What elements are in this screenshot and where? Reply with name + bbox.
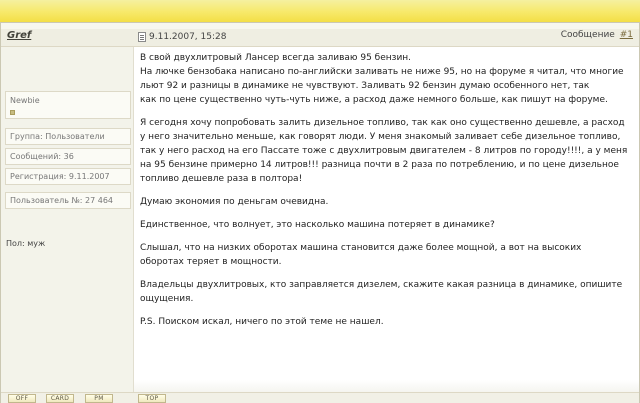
post-footer: [1, 392, 639, 403]
post-line: Думаю экономия по деньгам очевидна.: [140, 197, 329, 207]
post-line: P.S. Поиском искал, ничего по этой теме не нашел.: [140, 317, 384, 327]
post-line: льют 92 и разницы в динамике не чувствуют. Заливать 92 бензин думаю особенного нет, так: [140, 81, 590, 91]
post-line: топливо дешевле раза в полтора!: [140, 174, 303, 184]
profile-messages: Сообщений: 36: [10, 152, 74, 161]
profile-gender: Пол: муж: [6, 239, 46, 248]
message-label: Сообщение: [560, 30, 615, 40]
document-icon: [138, 32, 146, 42]
profile-group: Группа: Пользователи: [10, 132, 105, 141]
top-button[interactable]: TOP: [138, 394, 166, 403]
top-yellow-bar: [0, 0, 640, 23]
paragraph-gap: [140, 306, 629, 315]
post-line: на 95 бензине примерно 14 литров!!! разница почти в 2 раза по потреблению, и по цене дизельное: [140, 160, 619, 170]
post-date-text: 9.11.2007, 15:28: [149, 32, 227, 42]
post-line: На лючке бензобака написано по-английски заливать не ниже 95, но на форуме я читал, что многие: [140, 67, 624, 77]
registration-box: [5, 168, 131, 185]
off-button[interactable]: OFF: [8, 394, 36, 403]
paragraph-gap: [140, 232, 629, 241]
post-content-area: [134, 47, 639, 392]
post-line: Слышал, что на низких оборотах машина становится даже более мощной, а вот на высоких: [140, 243, 582, 253]
paragraph-gap: [140, 269, 629, 278]
post-body: [140, 51, 629, 329]
rank-pip-icon: [10, 110, 15, 115]
post-line: оборотах теряет в мощности.: [140, 257, 282, 267]
rank-label: Newbie: [10, 96, 40, 105]
message-number-link[interactable]: [561, 30, 633, 40]
post-line: ощущения.: [140, 294, 194, 304]
post-line: так у него расход на его Пассате тоже с двухлитровым двигателем - 8 литров по городу!!!!, а у меня: [140, 146, 628, 156]
message-number[interactable]: #1: [619, 30, 633, 40]
pm-button[interactable]: PM: [85, 394, 113, 403]
post-line: у него значительно меньше, как говорят люди. У меня знакомый заливает себе дизельное топливо,: [140, 132, 621, 142]
messages-box: [5, 148, 131, 165]
paragraph-gap: [140, 209, 629, 218]
forum-post-table: [0, 22, 640, 403]
author-profile-column: [1, 47, 134, 392]
post-date: [138, 30, 226, 44]
post-line: Единственное, что волнует, это насколько машина потеряет в динамике?: [140, 220, 495, 230]
post-line: как по цене существенно чуть-чуть ниже, а расход даже немного больше, как пишут на форуме.: [140, 95, 608, 105]
post-header: [1, 29, 639, 47]
paragraph-gap: [140, 107, 629, 116]
profile-registration: Регистрация: 9.11.2007: [10, 172, 110, 181]
group-box: [5, 128, 131, 145]
content-bottom-fade: [134, 380, 639, 392]
card-button[interactable]: CARD: [46, 394, 74, 403]
post-line: Владельцы двухлитровых, кто заправляется дизелем, скажите какая разница в динамике, опишите: [140, 280, 623, 290]
author-name-link[interactable]: Gref: [7, 30, 32, 41]
paragraph-gap: [140, 186, 629, 195]
post-line: В свой двухлитровый Лансер всегда заливаю 95 бензин.: [140, 53, 412, 63]
profile-user-number: Пользователь №: 27 464: [10, 196, 114, 205]
user-number-box: [5, 192, 131, 209]
post-line: Я сегодня хочу попробовать залить дизельное топливо, так как оно существенно дешевле, а расход: [140, 118, 625, 128]
rank-box: [5, 91, 131, 119]
